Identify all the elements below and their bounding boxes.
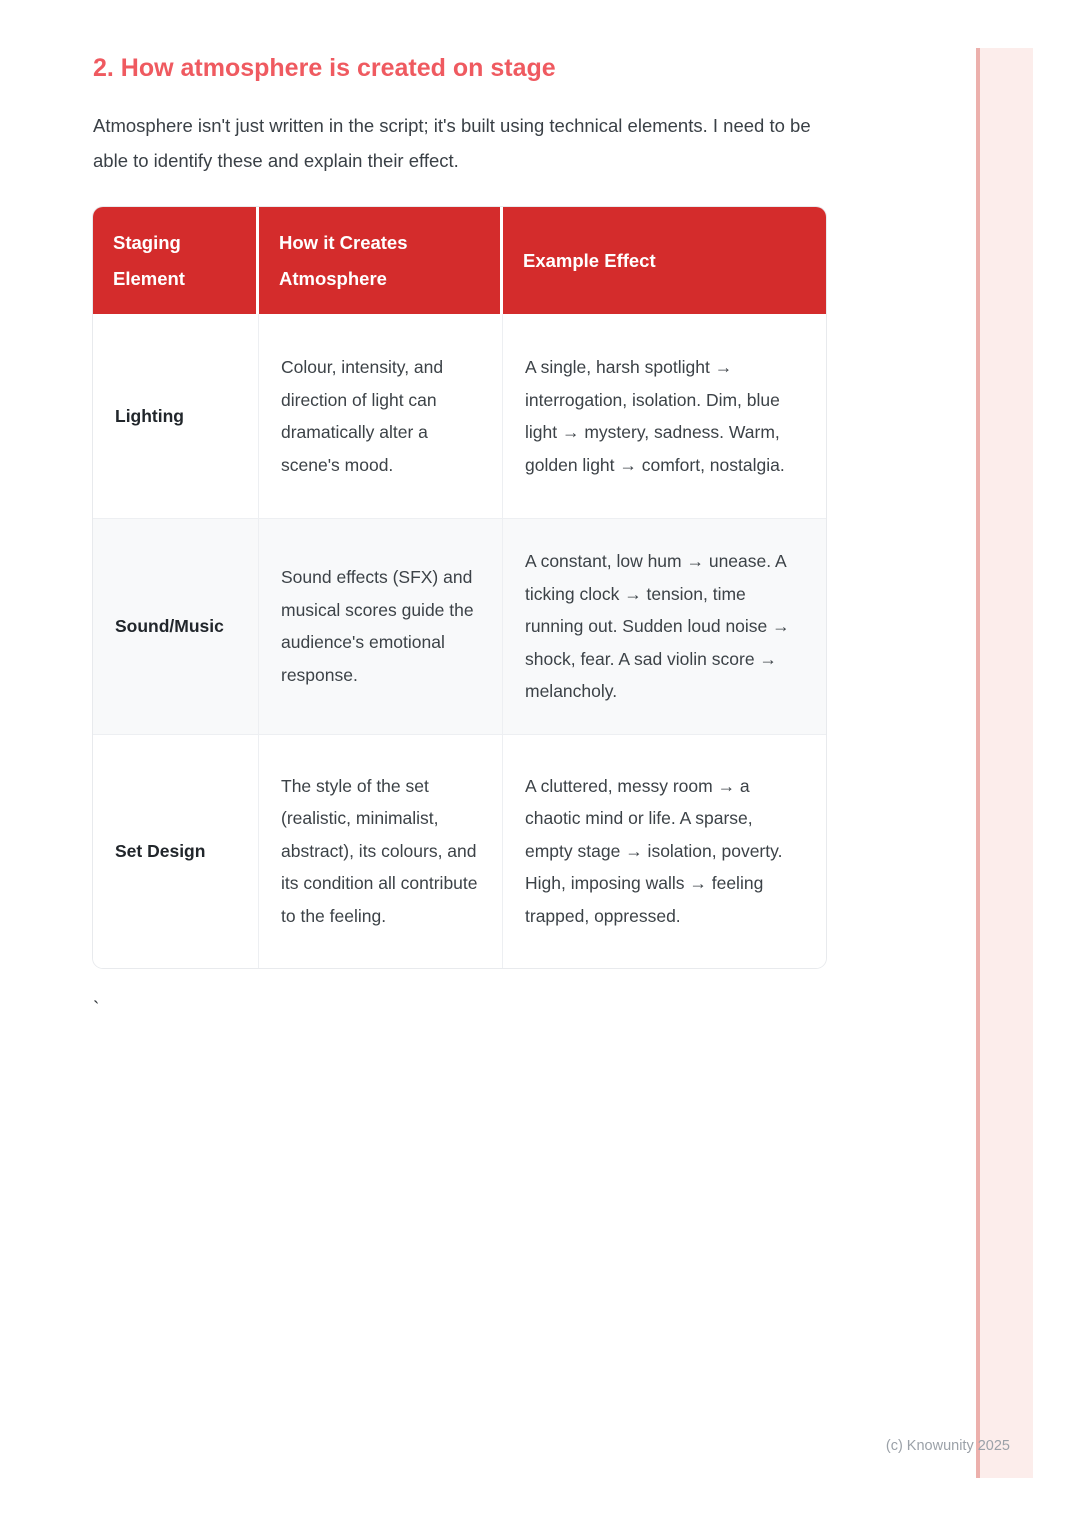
cell-how-lighting: Colour, intensity, and direction of light can dramatically alter a scene's mood. <box>259 314 503 518</box>
table-header-row <box>93 207 826 314</box>
cell-how-sound-music: Sound effects (SFX) and musical scores guide the audience's emotional response. <box>259 518 503 734</box>
page-edge-decoration-bar <box>976 48 1033 1478</box>
page-title: 2. How atmosphere is created on stage <box>93 54 556 82</box>
intro-paragraph: Atmosphere isn't just written in the script; it's built using technical elements. I need to be able to identify these and explain their effect. <box>93 115 811 171</box>
cell-how-set-design: The style of the set (realistic, minimalist, abstract), its colours, and its condition all contribute to the feeling. <box>259 734 503 968</box>
column-header-how-it-creates: How it Creates Atmosphere <box>259 207 503 314</box>
column-header-example-effect: Example Effect <box>503 207 826 314</box>
cell-element-set-design: Set Design <box>93 734 259 968</box>
copyright-text: (c) Knowunity 2025 <box>885 1438 1010 1454</box>
table-row-lighting <box>93 314 826 518</box>
cell-effect-lighting: A single, harsh spotlight → interrogation, isolation. Dim, blue light → mystery, sadness. Warm, golden light → comfort, nostalgia. <box>503 314 826 518</box>
cell-element-lighting: Lighting <box>93 314 259 518</box>
staging-atmosphere-table <box>93 207 826 968</box>
stray-backtick: ` <box>93 998 100 1020</box>
column-header-staging-element: Staging Element <box>93 207 259 314</box>
cell-element-sound-music: Sound/Music <box>93 518 259 734</box>
table-row-sound-music <box>93 518 826 734</box>
cell-effect-set-design: A cluttered, messy room → a chaotic mind or life. A sparse, empty stage → isolation, poverty. High, imposing walls → feeling trapped, oppressed. <box>503 734 826 968</box>
table <box>93 207 826 968</box>
table-row-set-design <box>93 734 826 968</box>
document-content <box>93 0 830 1020</box>
cell-effect-sound-music: A constant, low hum → unease. A ticking clock → tension, time running out. Sudden loud noise → shock, fear. A sad violin score → melancholy. <box>503 518 826 734</box>
